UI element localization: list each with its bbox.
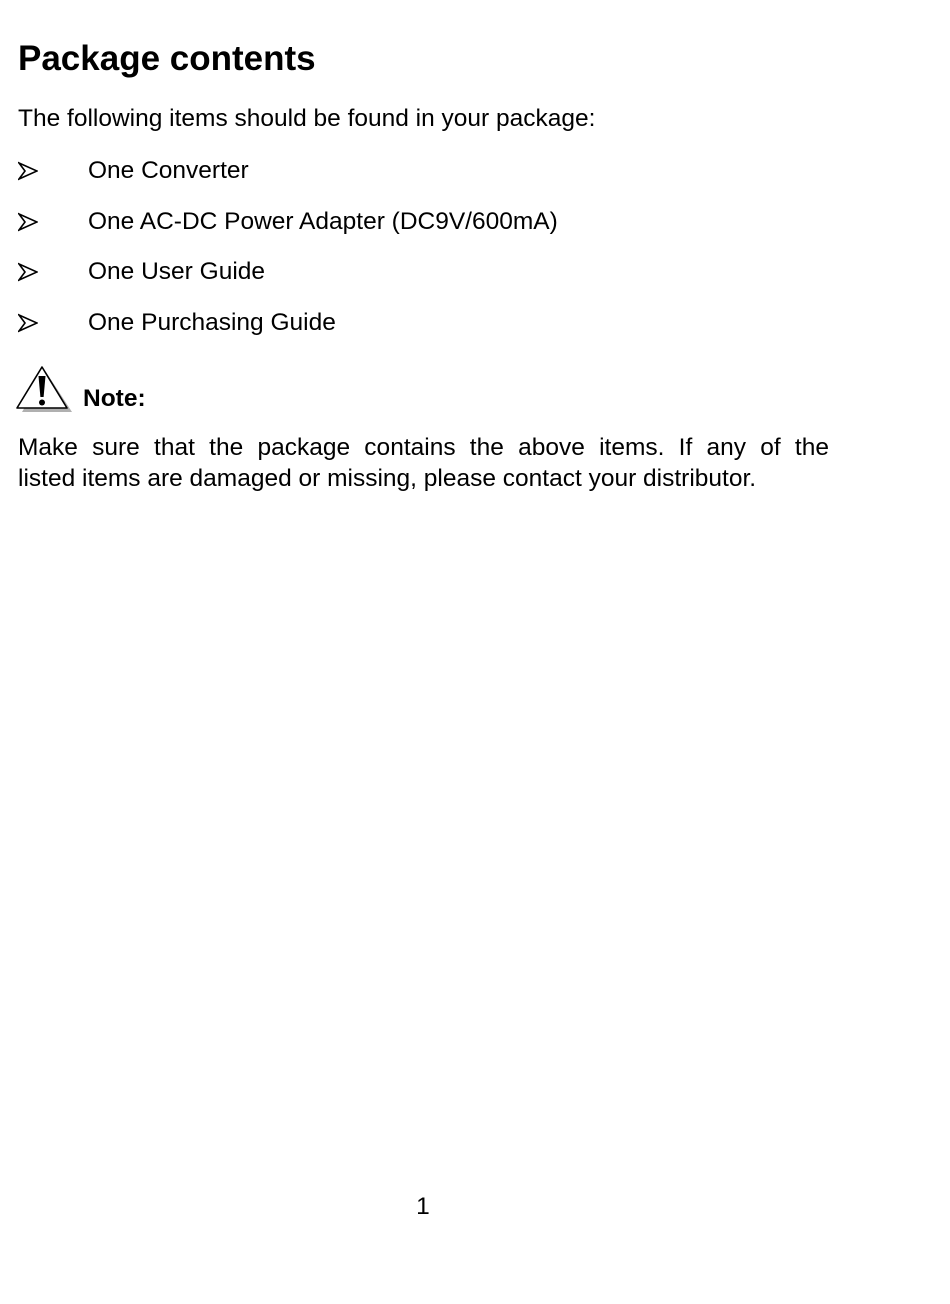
list-item-text: One Converter [88,157,249,184]
note-body [18,432,829,494]
warning-icon [16,364,72,414]
note-line: Make sure that the package contains the above items. If any of the [18,434,829,461]
arrow-bullet-icon [18,313,38,333]
page-title: Package contents [18,39,316,78]
arrow-bullet-icon [18,212,38,232]
list-item-text: One AC-DC Power Adapter (DC9V/600mA) [88,207,558,235]
note-line: listed items are damaged or missing, please contact your distributor. [18,465,757,492]
arrow-bullet-icon [18,161,38,181]
list-item-text: One User Guide [88,258,266,285]
list-item-text: One Purchasing Guide [88,308,336,336]
note-label: Note: [83,385,146,412]
intro-text: The following items should be found in your package: [18,105,596,132]
page-number: 1 [416,1193,430,1220]
arrow-bullet-icon [18,262,38,282]
